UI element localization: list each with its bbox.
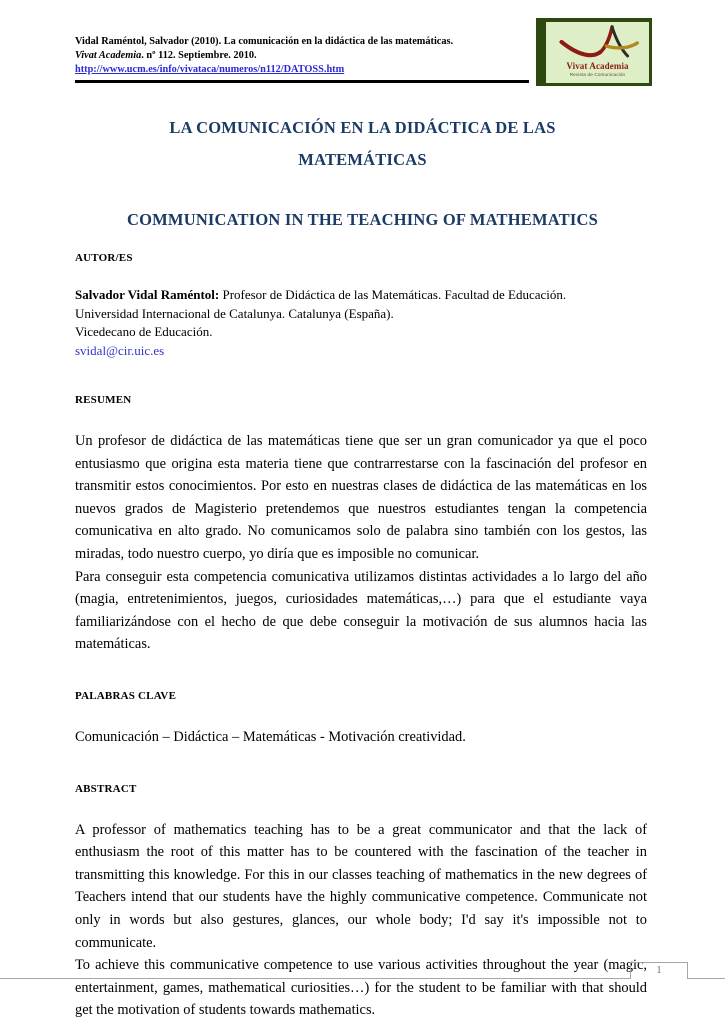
vivat-academia-logo [536, 18, 652, 86]
spacer [75, 749, 647, 783]
logo-inner-panel [546, 22, 649, 83]
resumen-paragraph-1: Un profesor de didáctica de las matemáticas tiene que ser un gran comunicador ya que el poco entusiasmo que origina esta materia tiene que contrarrestarse con la fascinación del profesor en transmitir estos conocimientos. Por esto en nuestras clases de didáctica de las matemáticas en los nuevos grados de Magisterio pretendemos que nuestros estudiantes tengan la competencia comunicativa en alto grado. No comunicamos solo de palabra sino también con los gestos, las miradas, todo nuestro cuerpo, yo diría que es imposible no comunicar. [75, 433, 647, 562]
resumen-paragraph-2: Para conseguir esta competencia comunicativa utilizamos distintas actividades a lo largo del año (magia, entretenimientos, juegos, curiosidades matemáticas,…) para que el estudiante vaya familiarizándose con el hecho de que debe conseguir la motivación de sus alumnos hacia las matemáticas. [75, 568, 647, 653]
logo-letter-a-icon [546, 22, 649, 64]
page-title-spanish-line2: MATEMÁTICAS [298, 150, 427, 169]
section-heading-authors: AUTOR/ES [75, 252, 133, 264]
page-number-box [630, 962, 688, 979]
page-footer [0, 962, 725, 1024]
spacer [75, 656, 647, 690]
footer-rule-left [0, 978, 630, 979]
article-body [75, 252, 647, 1022]
logo-subtitle-text: Revista de Comunicación [569, 72, 626, 77]
keywords-text: Comunicación – Didáctica – Matemáticas - Motivación creatividad. [75, 728, 466, 745]
author-details [75, 286, 647, 360]
author-email-link[interactable]: svidal@cir.uic.es [75, 342, 165, 358]
section-heading-abstract: ABSTRACT [75, 782, 137, 795]
spacer [75, 795, 647, 819]
logo-title-text: Vivat Academia [566, 61, 629, 71]
spacer [75, 702, 647, 726]
spacer [75, 360, 647, 394]
page-number: 1 [656, 965, 662, 976]
journal-name: Vivat Academia [75, 50, 142, 62]
author-position: Vicedecano de Educación. [75, 324, 213, 339]
header-url-row [75, 63, 530, 77]
author-role: Profesor de Didáctica de las Matemáticas. Facultad de Educación. [219, 287, 567, 302]
author-name: Salvador Vidal Raméntol: [75, 287, 220, 302]
header-citation-line2 [75, 49, 530, 63]
article-url-link[interactable]: http://www.ucm.es/info/vivataca/numeros/n112/DATOSS.htm [75, 64, 345, 76]
header-divider-rule [75, 80, 529, 83]
article-titles [75, 112, 650, 236]
page-title-spanish-line1: LA COMUNICACIÓN EN LA DIDÁCTICA DE LAS [169, 118, 556, 137]
author-affiliation: Universidad Internacional de Catalunya. Catalunya (España). [75, 305, 394, 321]
header-citation [75, 35, 530, 78]
page-title-english: COMMUNICATION IN THE TEACHING OF MATHEMATICS [127, 210, 598, 229]
author-email-row [75, 342, 647, 361]
section-heading-palabras-clave: PALABRAS CLAVE [75, 689, 177, 702]
journal-issue: . nº 112. Septiembre. 2010. [141, 50, 257, 62]
footer-rule-right [688, 978, 725, 979]
author-name-role-line [75, 286, 647, 305]
header-citation-line1: Vidal Raméntol, Salvador (2010). La comunicación en la didáctica de las matemáticas. [75, 36, 454, 47]
spacer [75, 406, 647, 430]
page-title-spanish [75, 112, 650, 176]
abstract-paragraph-2: To achieve this communicative competence to use various activities throughout the year (magic, entertainment, games, mathematical curiosities…) for the student to be familiar with that should get the motivation of students towards mathematics. [75, 957, 647, 1019]
abstract-paragraph-1: A professor of mathematics teaching has to be a great communicator and that the lack of enthusiasm the root of this matter has to be countered with the fascination of the teacher in transmitting this knowledge. For this in our classes teaching of mathematics in the new degrees of Teachers intend that our students have the highly communicative competence. Communicate not only in words but also gestures, glances, our whole body; I'd say it's impossible not to communicate. [75, 821, 647, 951]
section-heading-resumen: RESUMEN [75, 394, 132, 406]
